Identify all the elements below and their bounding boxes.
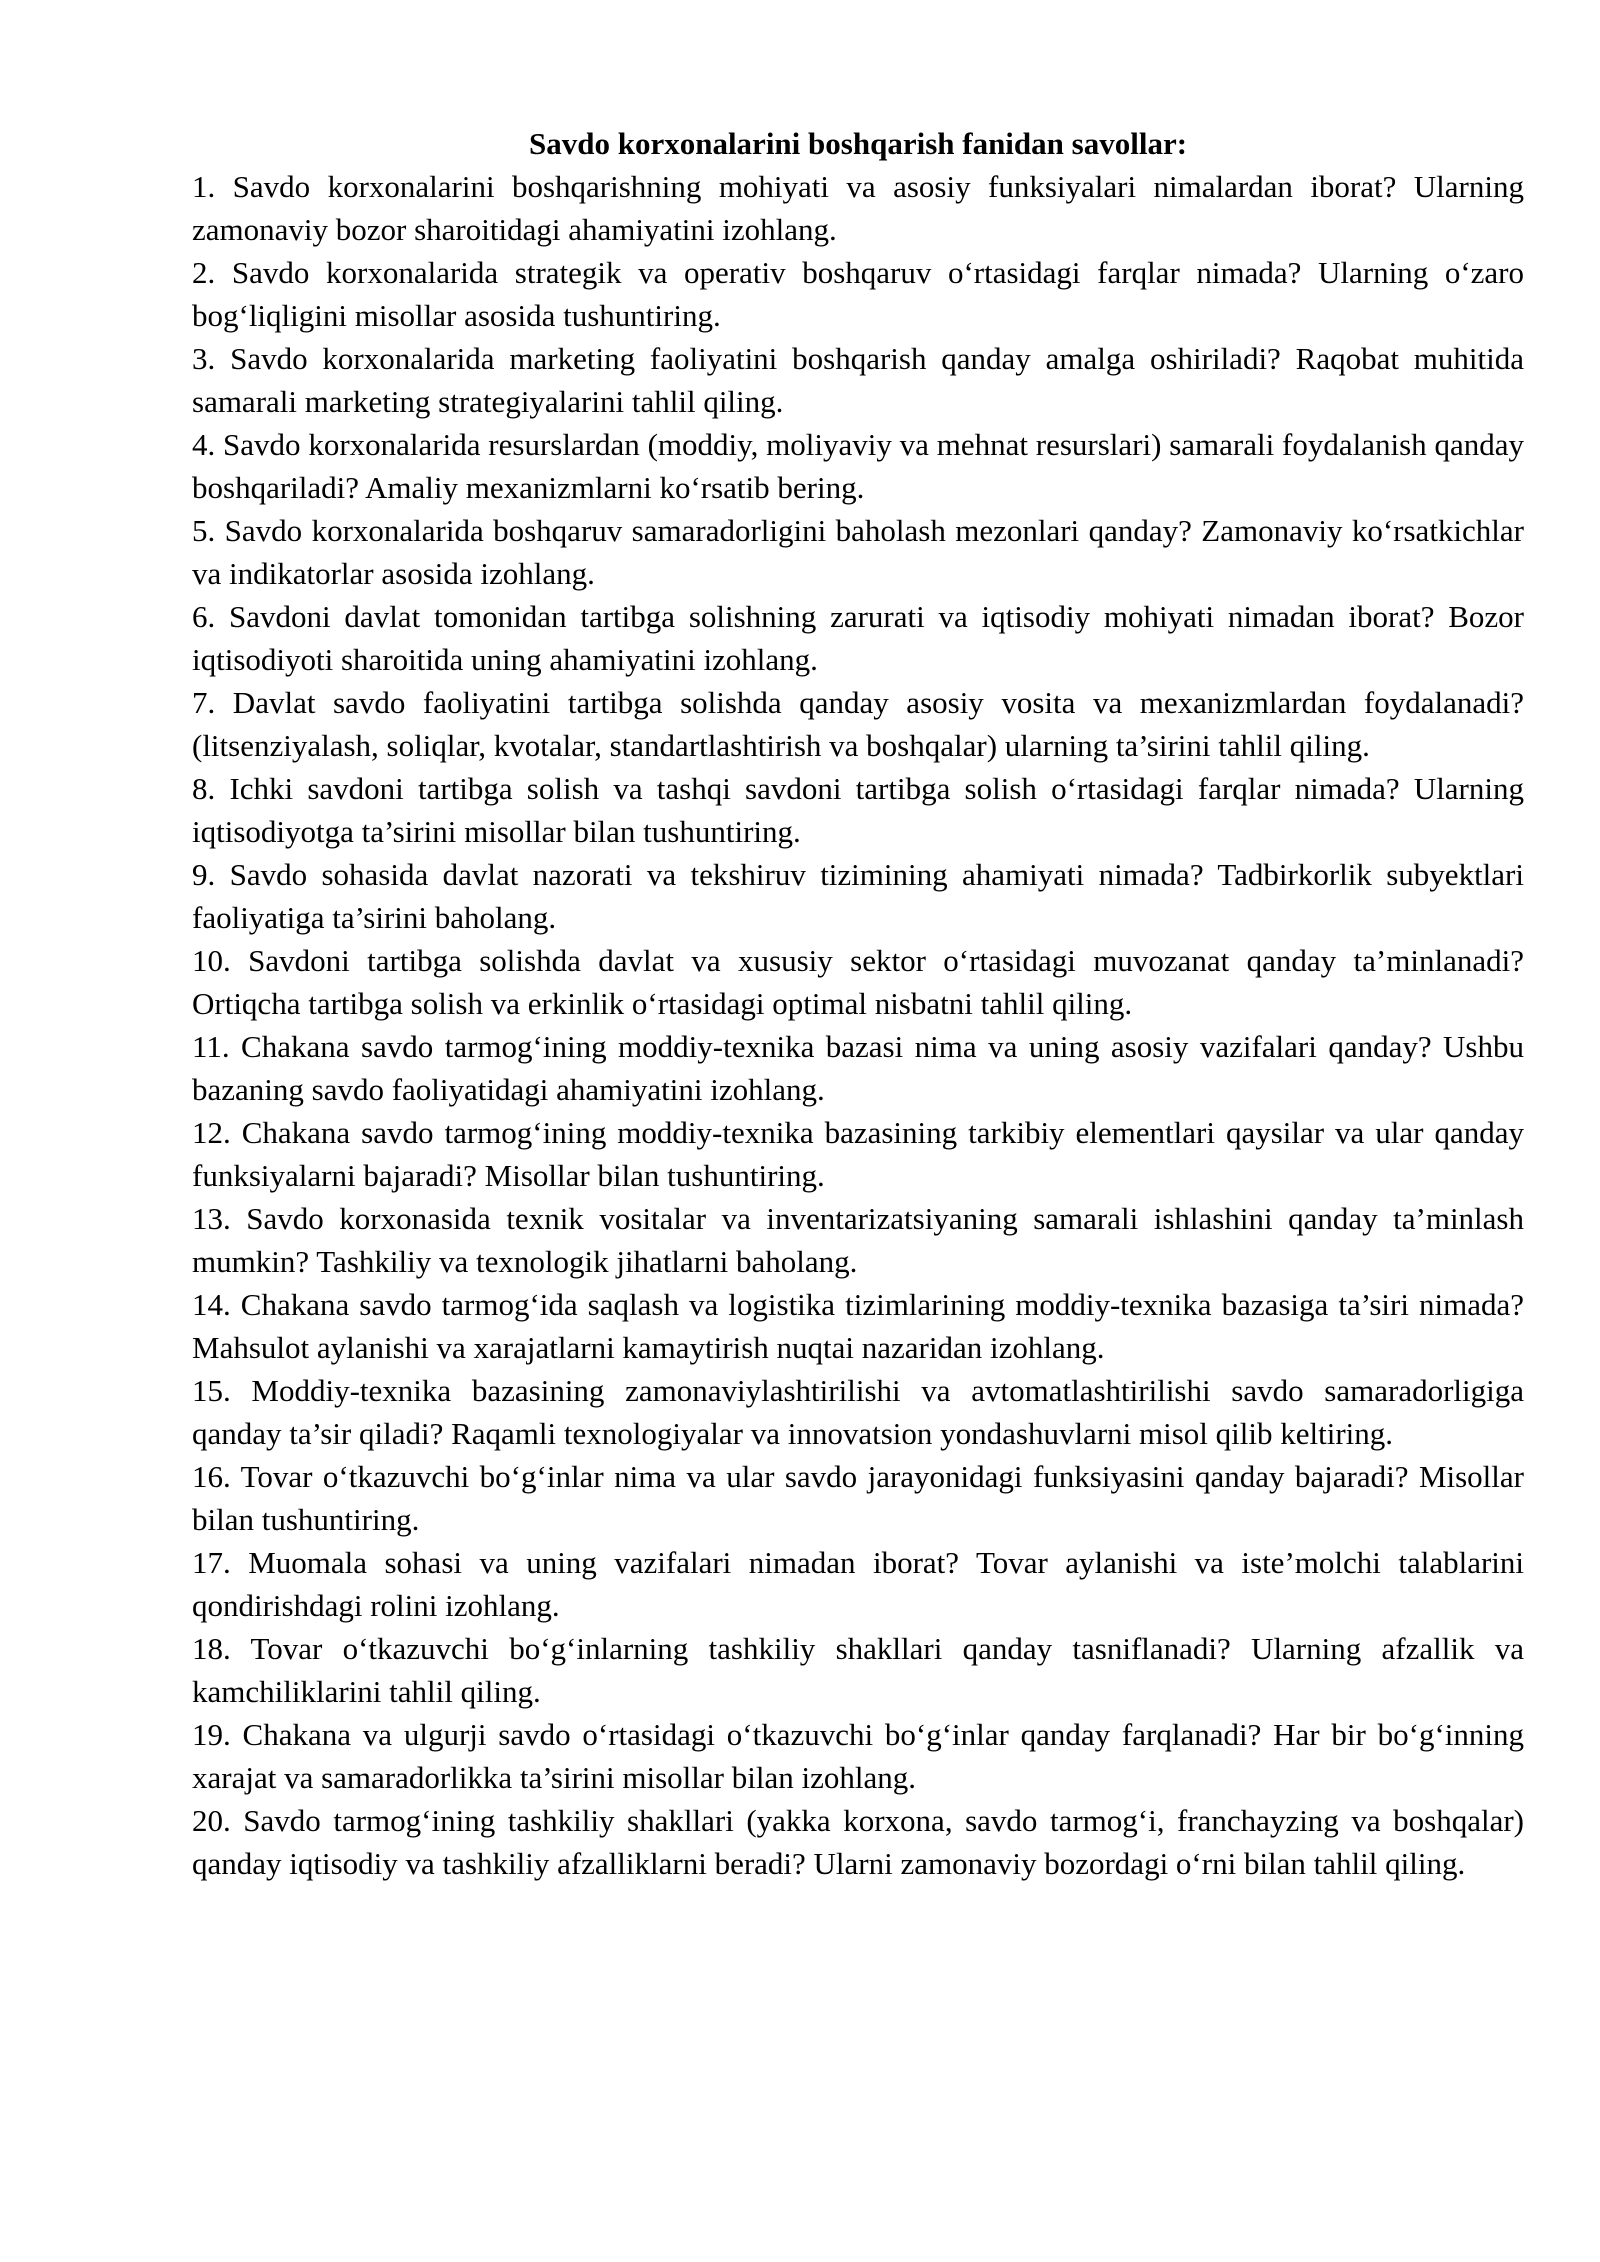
question-item: 7. Davlat savdo faoliyatini tartibga solishda qanday asosiy vosita va mexanizmlardan foydalanadi? (litsenziyalash, soliqlar, kvotalar, standartlashtirish va boshqalar) ularning ta’sirini tahlil qiling. (192, 685, 1524, 763)
document-title: Savdo korxonalarini boshqarish fanidan savollar: (528, 126, 1188, 161)
question-item: 12. Chakana savdo tarmog‘ining moddiy-texnika bazasining tarkibiy elementlari qaysilar va ular qanday funksiyalarni bajaradi? Misollar bilan tushuntiring. (192, 1115, 1524, 1193)
question-item: 8. Ichki savdoni tartibga solish va tashqi savdoni tartibga solish o‘rtasidagi farqlar nimada? Ularning iqtisodiyotga ta’sirini misollar bilan tushuntiring. (192, 771, 1524, 849)
document-body (192, 122, 1524, 1885)
question-item: 16. Tovar o‘tkazuvchi bo‘g‘inlar nima va ular savdo jarayonidagi funksiyasini qanday bajaradi? Misollar bilan tushuntiring. (192, 1459, 1524, 1537)
question-item: 13. Savdo korxonasida texnik vositalar va inventarizatsiyaning samarali ishlashini qanday ta’minlash mumkin? Tashkiliy va texnologik jihatlarni baholang. (192, 1201, 1524, 1279)
question-item: 17. Muomala sohasi va uning vazifalari nimadan iborat? Tovar aylanishi va iste’molchi talablarini qondirishdagi rolini izohlang. (192, 1545, 1524, 1623)
question-item: 5. Savdo korxonalarida boshqaruv samaradorligini baholash mezonlari qanday? Zamonaviy ko‘rsatkichlar va indikatorlar asosida izohlang. (192, 513, 1524, 591)
question-item: 15. Moddiy-texnika bazasining zamonaviylashtirilishi va avtomatlashtirilishi savdo samaradorligiga qanday ta’sir qiladi? Raqamli texnologiyalar va innovatsion yondashuvlarni misol qilib keltiring. (192, 1373, 1524, 1451)
question-item: 14. Chakana savdo tarmog‘ida saqlash va logistika tizimlarining moddiy-texnika bazasiga ta’siri nimada? Mahsulot aylanishi va xarajatlarni kamaytirish nuqtai nazaridan izohlang. (192, 1287, 1524, 1365)
question-item: 1. Savdo korxonalarini boshqarishning mohiyati va asosiy funksiyalari nimalardan iborat? Ularning zamonaviy bozor sharoitidagi ahamiyatini izohlang. (192, 169, 1524, 247)
question-item: 19. Chakana va ulgurji savdo o‘rtasidagi o‘tkazuvchi bo‘g‘inlar qanday farqlanadi? Har bir bo‘g‘inning xarajat va samaradorlikka ta’sirini misollar bilan izohlang. (192, 1717, 1524, 1795)
question-item: 18. Tovar o‘tkazuvchi bo‘g‘inlarning tashkiliy shakllari qanday tasniflanadi? Ularning afzallik va kamchiliklarini tahlil qiling. (192, 1631, 1524, 1709)
question-item: 6. Savdoni davlat tomonidan tartibga solishning zarurati va iqtisodiy mohiyati nimadan iborat? Bozor iqtisodiyoti sharoitida uning ahamiyatini izohlang. (192, 599, 1524, 677)
question-item: 3. Savdo korxonalarida marketing faoliyatini boshqarish qanday amalga oshiriladi? Raqobat muhitida samarali marketing strategiyalarini tahlil qiling. (192, 341, 1524, 419)
question-item: 9. Savdo sohasida davlat nazorati va tekshiruv tizimining ahamiyati nimada? Tadbirkorlik subyektlari faoliyatiga ta’sirini baholang. (192, 857, 1524, 935)
question-item: 11. Chakana savdo tarmog‘ining moddiy-texnika bazasi nima va uning asosiy vazifalari qanday? Ushbu bazaning savdo faoliyatidagi ahamiyatini izohlang. (192, 1029, 1524, 1107)
question-item: 20. Savdo tarmog‘ining tashkiliy shakllari (yakka korxona, savdo tarmog‘i, franchayzing va boshqalar) qanday iqtisodiy va tashkiliy afzalliklarni beradi? Ularni zamonaviy bozordagi o‘rni bilan tahlil qiling. (192, 1803, 1524, 1881)
question-item: 2. Savdo korxonalarida strategik va operativ boshqaruv o‘rtasidagi farqlar nimada? Ularning o‘zaro bog‘liqligini misollar asosida tushuntiring. (192, 255, 1524, 333)
question-item: 10. Savdoni tartibga solishda davlat va xususiy sektor o‘rtasidagi muvozanat qanday ta’minlanadi? Ortiqcha tartibga solish va erkinlik o‘rtasidagi optimal nisbatni tahlil qiling. (192, 943, 1524, 1021)
question-item: 4. Savdo korxonalarida resurslardan (moddiy, moliyaviy va mehnat resurslari) samarali foydalanish qanday boshqariladi? Amaliy mexanizmlarni ko‘rsatib bering. (192, 427, 1524, 505)
question-list (192, 165, 1524, 1885)
